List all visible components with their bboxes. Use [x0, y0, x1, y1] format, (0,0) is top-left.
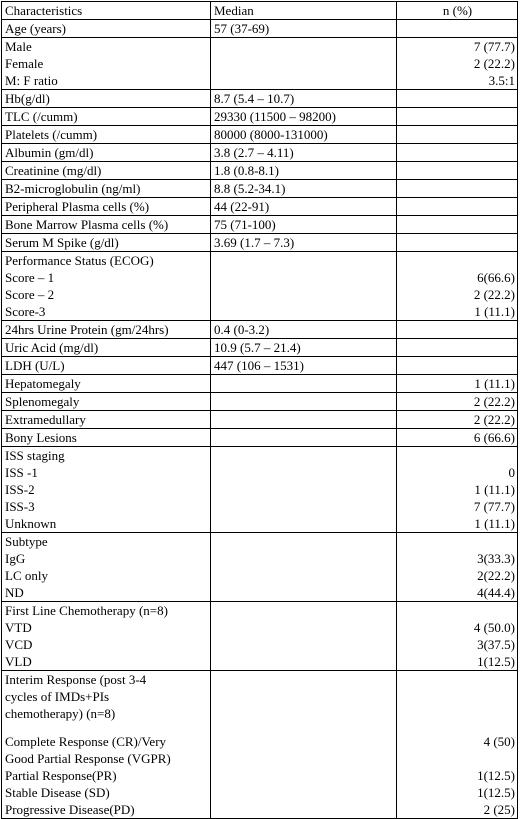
sex-ratio-value: 3.5:1	[488, 73, 515, 88]
chemo-count-vtd: 4 (50.0)	[473, 620, 515, 635]
chemo-vtd: VTD	[5, 620, 32, 635]
row-label: Creatinine (mg/dl)	[2, 162, 211, 180]
row-label: LDH (U/L)	[2, 357, 211, 375]
table-row	[2, 447, 518, 533]
row-median: 80000 (8000-131000)	[211, 126, 397, 144]
row-median: 3.8 (2.7 – 4.11)	[211, 144, 397, 162]
row-median: 44 (22-91)	[211, 198, 397, 216]
subtype-nd: ND	[5, 585, 24, 600]
interim-count-pr: 1(12.5)	[477, 768, 515, 783]
table-row	[2, 108, 518, 126]
row-label: Peripheral Plasma cells (%)	[2, 198, 211, 216]
row-count	[397, 671, 518, 819]
row-label	[2, 252, 211, 321]
table-row	[2, 20, 518, 38]
iss-count-unknown: 1 (11.1)	[474, 516, 515, 531]
chemo-vcd: VCD	[5, 637, 33, 652]
table-row	[2, 38, 518, 90]
ecog-score-2: Score – 2	[5, 287, 55, 302]
table-row	[2, 144, 518, 162]
iss-count-1: 0	[508, 465, 515, 480]
row-count	[397, 252, 518, 321]
table-row	[2, 321, 518, 339]
subtype-igg: IgG	[5, 551, 26, 566]
subtype-label: Subtype	[5, 534, 48, 549]
sex-female-count: 2 (22.2)	[473, 56, 515, 71]
row-label	[2, 671, 211, 819]
iss-label: ISS staging	[5, 448, 65, 463]
row-label	[2, 447, 211, 533]
table-row	[2, 198, 518, 216]
interim-label-1: Interim Response (post 3-4	[5, 672, 147, 687]
iss-3: ISS-3	[5, 499, 35, 514]
interim-count-pd: 2 (25)	[483, 802, 515, 817]
iss-count-3: 7 (77.7)	[473, 499, 515, 514]
table-row	[2, 533, 518, 602]
row-label: Bone Marrow Plasma cells (%)	[2, 216, 211, 234]
interim-label-2: cycles of IMDs+PIs	[5, 689, 110, 704]
sex-female-label: Female	[5, 56, 44, 71]
ecog-label: Performance Status (ECOG)	[5, 253, 154, 268]
subtype-count-lc: 2(22.2)	[477, 568, 515, 583]
table-row	[2, 252, 518, 321]
row-label: B2-microglobulin (ng/ml)	[2, 180, 211, 198]
ecog-score-1: Score – 1	[5, 270, 55, 285]
row-label: Uric Acid (mg/dl)	[2, 339, 211, 357]
header-characteristics: Characteristics	[2, 2, 211, 20]
row-median: 1.8 (0.8-8.1)	[211, 162, 397, 180]
row-label	[2, 533, 211, 602]
interim-pd: Progressive Disease(PD)	[5, 802, 135, 817]
table-row	[2, 216, 518, 234]
table-row	[2, 162, 518, 180]
row-label: Age (years)	[2, 20, 211, 38]
table-row	[2, 375, 518, 393]
sex-ratio-label: M: F ratio	[5, 73, 58, 88]
row-median: 75 (71-100)	[211, 216, 397, 234]
row-label: TLC (/cumm)	[2, 108, 211, 126]
row-count	[397, 447, 518, 533]
header-n-percent: n (%)	[397, 2, 518, 20]
row-label: Splenomegaly	[2, 393, 211, 411]
row-label: Serum M Spike (g/dl)	[2, 234, 211, 252]
row-label: Bony Lesions	[2, 429, 211, 447]
row-count: 2 (22.2)	[397, 411, 518, 429]
table-row	[2, 234, 518, 252]
subtype-count-igg: 3(33.3)	[477, 551, 515, 566]
characteristics-table	[1, 1, 518, 819]
ecog-count-2: 2 (22.2)	[473, 287, 515, 302]
row-count: 2 (22.2)	[397, 393, 518, 411]
subtype-lc: LC only	[5, 568, 48, 583]
row-label: Hepatomegaly	[2, 375, 211, 393]
row-count: 1 (11.1)	[397, 375, 518, 393]
row-median: 8.8 (5.2-34.1)	[211, 180, 397, 198]
table-row	[2, 357, 518, 375]
row-label: Albumin (gm/dl)	[2, 144, 211, 162]
table-row	[2, 429, 518, 447]
interim-pr: Partial Response(PR)	[5, 768, 117, 783]
chemo-count-vld: 1(12.5)	[477, 654, 515, 669]
ecog-count-1: 6(66.6)	[477, 270, 515, 285]
row-label: Extramedullary	[2, 411, 211, 429]
interim-label-3: chemotherapy) (n=8)	[5, 706, 116, 721]
table-row	[2, 671, 518, 819]
row-median: 57 (37-69)	[211, 20, 397, 38]
row-median: 0.4 (0-3.2)	[211, 321, 397, 339]
interim-count-cr: 4 (50)	[483, 734, 515, 749]
interim-cr-1: Complete Response (CR)/Very	[5, 734, 167, 749]
row-count: 6 (66.6)	[397, 429, 518, 447]
row-count	[397, 38, 518, 90]
table-row	[2, 90, 518, 108]
iss-2: ISS-2	[5, 482, 35, 497]
table-row	[2, 602, 518, 671]
table-row	[2, 126, 518, 144]
row-median: 10.9 (5.7 – 21.4)	[211, 339, 397, 357]
table-row	[2, 180, 518, 198]
header-median: Median	[211, 2, 397, 20]
interim-cr-2: Good Partial Response (VGPR)	[5, 751, 171, 766]
row-median: 3.69 (1.7 – 7.3)	[211, 234, 397, 252]
sex-male-count: 7 (77.7)	[473, 39, 515, 54]
table-row	[2, 393, 518, 411]
chemo-label: First Line Chemotherapy (n=8)	[5, 603, 168, 618]
row-label	[2, 602, 211, 671]
table-row	[2, 339, 518, 357]
ecog-score-3: Score-3	[5, 304, 46, 319]
row-count	[397, 533, 518, 602]
iss-count-2: 1 (11.1)	[474, 482, 515, 497]
row-label: Hb(g/dl)	[2, 90, 211, 108]
table-header-row	[2, 2, 518, 20]
ecog-count-3: 1 (11.1)	[474, 304, 515, 319]
row-count	[397, 602, 518, 671]
iss-1: ISS -1	[5, 465, 38, 480]
chemo-count-vcd: 3(37.5)	[477, 637, 515, 652]
sex-male-label: Male	[5, 39, 32, 54]
interim-count-sd: 1(12.5)	[477, 785, 515, 800]
row-median: 447 (106 – 1531)	[211, 357, 397, 375]
table-row	[2, 411, 518, 429]
row-median: 8.7 (5.4 – 10.7)	[211, 90, 397, 108]
subtype-count-nd: 4(44.4)	[477, 585, 515, 600]
interim-sd: Stable Disease (SD)	[5, 785, 110, 800]
row-label: 24hrs Urine Protein (gm/24hrs)	[2, 321, 211, 339]
row-label	[2, 38, 211, 90]
chemo-vld: VLD	[5, 654, 32, 669]
row-label: Platelets (/cumm)	[2, 126, 211, 144]
iss-unknown: Unknown	[5, 516, 57, 531]
row-median: 29330 (11500 – 98200)	[211, 108, 397, 126]
